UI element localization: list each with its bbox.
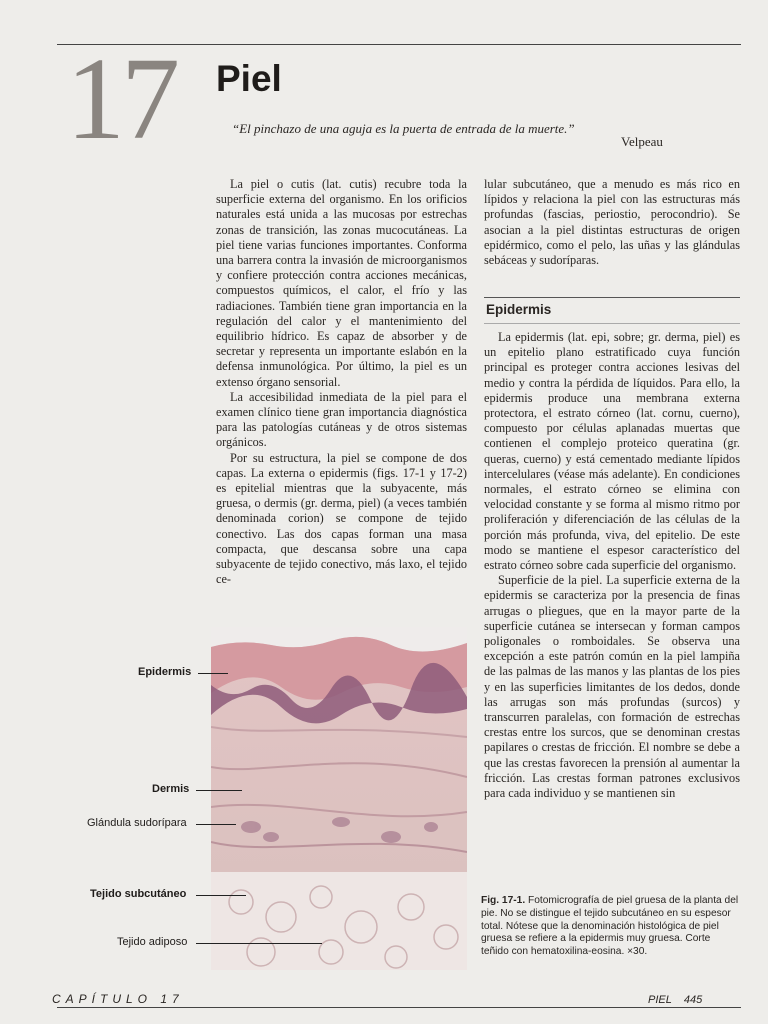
micrograph-image [211, 627, 467, 970]
chapter-number: 17 [66, 33, 176, 164]
leader-line [196, 790, 242, 791]
paragraph: Superficie de la piel. La superficie externa de la epidermis se caracteriza por la presencia de finas arrugas o pliegues, que en la mayor parte de la superficie cutánea se intersecan y forman campos poligonales o romboidales. Se observa una excepción a este patrón común en la piel lampiña de las palmas de las manos y las plantas de los pies y en las superficies limitantes de los dedos, donde las arrugas son más profundas (surcos) y transcurren paralelas, con formación de estrechas crestas entre los surcos, que se denominan crestas papilares o crestas de fricción. El nombre se debe a que las crestas favorecen la prensión al aumentar la fricción. Las crestas forman patrones exclusivos para cada individuo y se mantienen sin [484, 573, 740, 801]
chapter-title: Piel [216, 58, 282, 99]
paragraph: Por su estructura, la piel se compone de dos capas. La externa o epidermis (figs. 17-1 y 17-2) es epitelial mientras que la subyacente, más gruesa, o dermis (gr. derma, piel) (a veces también denominada corion) se compone de tejido conectivo. Las dos capas forman una masa compacta, que descansa sobre una capa subyacente de tejido conectivo, más laxo, el tejido ce- [216, 450, 467, 587]
footer-right [648, 994, 702, 1006]
paragraph: La epidermis (lat. epi, sobre; gr. derma, piel) es un epitelio plano estratificado cuya función principal es proteger contra acciones lesivas del medio y contra la pérdida de líquidos. Para ello, la epidermis produce una membrana externa protectora, el estrato córneo (lat. cornu, cuerno), compuesto por células aplanadas muertas que contienen el complejo proteico queratina (gr. queras, cuerno) y está cementado mediante lípidos intercelulares (véase más adelante). En condiciones normales, el estrato córneo se elimina con velocidad constante y se forma al mismo ritmo por proliferación y diferenciación de las células de la porción más profunda, viva, del epitelio. De este modo se mantiene el espesor característico del estrato córneo sobre cada superficie del organismo. [484, 330, 740, 573]
page-number: 445 [683, 994, 703, 1006]
epigraph: “El pinchazo de una aguja es la puerta de entrada de la muerte.” [232, 121, 575, 136]
label-epidermis: Epidermis [138, 666, 192, 678]
section-rule-lower [484, 323, 740, 324]
paragraph: lular subcutáneo, que a menudo es más rico en lípidos y relaciona la piel con las estructuras más profundas (fascias, periostio, perocondrio). Se asocian a la piel distintas estructuras de origen epidérmico, como el pelo, las uñas y las glándulas sebáceas y sudoríparas. [484, 177, 740, 268]
footer-section: PIEL [648, 994, 672, 1006]
leader-line [196, 943, 322, 944]
left-column [216, 177, 467, 587]
label-subcutaneous: Tejido subcutáneo [90, 888, 187, 900]
caption-text: Fotomicrografía de piel gruesa de la planta del pie. No se distingue el tejido subcutáneo en su espesor total. Nótese que la denominación histológica de piel gruesa se refiere a la epidermis muy gruesa. Corte teñido con hematoxilina-eosina. ×30. [481, 895, 739, 958]
section-heading: Epidermis [486, 302, 552, 317]
leader-line [198, 673, 228, 674]
right-column [484, 330, 740, 801]
figure-caption [481, 895, 739, 959]
leader-line [196, 824, 236, 825]
label-dermis: Dermis [152, 783, 190, 795]
leader-line [196, 895, 246, 896]
section-rule [484, 297, 740, 298]
caption-label: Fig. 17-1. [481, 895, 526, 906]
paragraph: La piel o cutis (lat. cutis) recubre toda la superficie externa del organismo. En los orificios naturales está unida a las mucosas por estrechas zonas de transición, las zonas mucocutáneas. La piel tiene varias funciones importantes. Conforma una barrera contra la invasión de microorganismos y confiere protección contra acciones mecánicas, compuestos químicos, el calor, el frío y las radiaciones. También tiene gran importancia en la regulación del calor y el mantenimiento del equilibrio hídrico. Es capaz de absorber y de secretar y representa un importante eslabón en la defensa inmunológica. Por último, la piel es un extenso órgano sensorial. [216, 177, 467, 389]
epigraph-author: Velpeau [621, 134, 663, 149]
label-sweat-gland: Glándula sudorípara [87, 817, 187, 829]
label-adipose: Tejido adiposo [117, 936, 188, 948]
right-column-intro [484, 177, 740, 268]
paragraph: La accesibilidad inmediata de la piel para el examen clínico tiene gran importancia diagnóstica para las patologías cutáneas y de otros sistemas orgánicos. [216, 389, 467, 450]
footer-chapter: CAPÍTULO 17 [52, 992, 184, 1006]
bottom-rule [57, 1007, 741, 1008]
